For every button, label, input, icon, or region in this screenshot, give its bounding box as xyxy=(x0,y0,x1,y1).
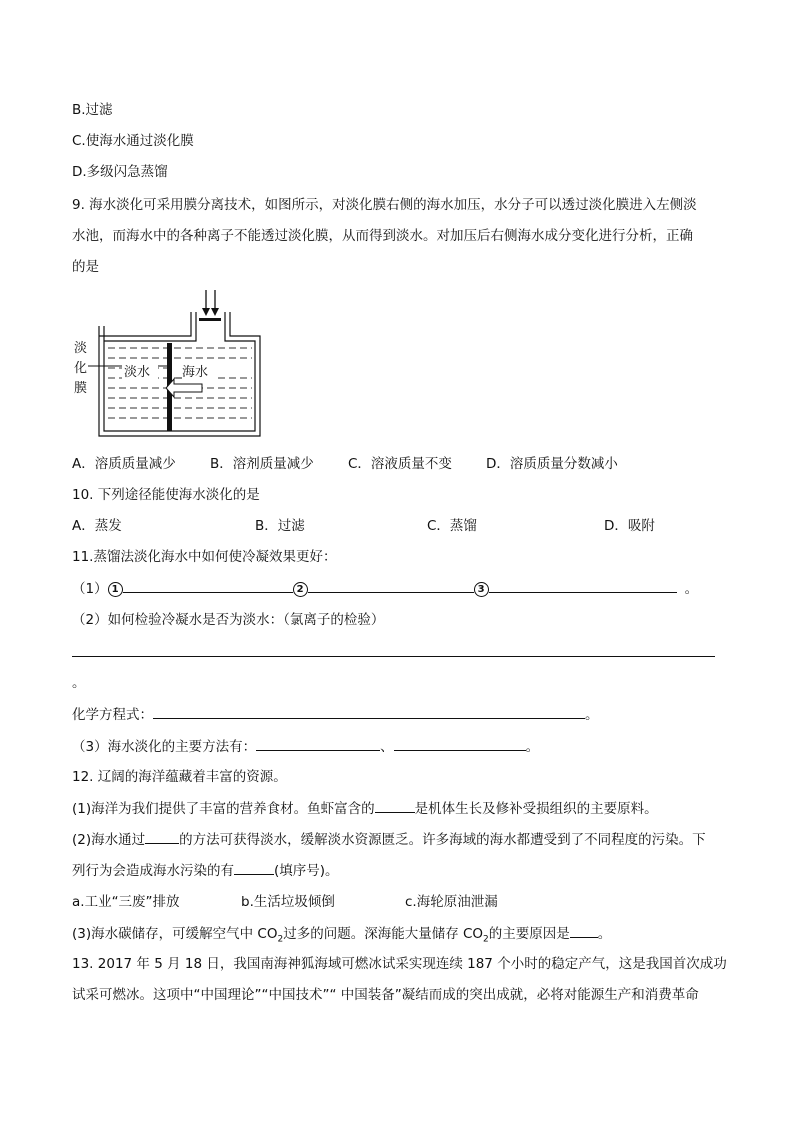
q11-blank-1[interactable] xyxy=(123,578,293,593)
q12-part2-line1 xyxy=(72,829,706,850)
fresh-water-label: 淡水 xyxy=(124,365,151,380)
q12-part3-text-c: 的主要原因是 xyxy=(488,926,570,942)
q11-part3-blank-1[interactable] xyxy=(256,736,380,751)
q10-option-c: C．蒸馏 xyxy=(427,518,477,534)
q12-part2-text-b: 的方法可获得淡水，缓解淡水资源匮乏。许多海域的海水都遭受到了不同程度的污染。下 xyxy=(179,832,706,848)
q13-line2: 试采可燃冰。这项中“中国理论”“中国技术”“ 中国装备”凝结而成的突出成就，必将对能源生产和消费革命 xyxy=(72,987,699,1003)
membrane-label-2: 化 xyxy=(74,361,88,376)
q9-stem-line1: 9. 海水淡化可采用膜分离技术，如图所示，对淡化膜右侧的海水加压，水分子可以透过淡化膜进入左侧淡 xyxy=(72,197,697,213)
q11-part1 xyxy=(72,578,698,599)
q9-option-a: A．溶质质量减少 xyxy=(72,456,176,472)
q12-part1-blank[interactable] xyxy=(375,798,415,813)
q12-part2-line2-text-a: 列行为会造成海水污染的有 xyxy=(72,863,234,879)
q11-stem: 11.蒸馏法淡化海水中如何使冷凝效果更好： xyxy=(72,549,337,565)
membrane-label-1: 淡 xyxy=(74,341,88,356)
q11-part3 xyxy=(72,736,539,757)
q11-part1-end: 。 xyxy=(684,581,699,597)
q8-option-c: C.使海水通过淡化膜 xyxy=(72,133,194,149)
co2-subscript-2: 2 xyxy=(483,934,489,945)
q11-part1-label: （1） xyxy=(72,581,108,597)
q11-equation xyxy=(72,704,599,725)
q11-equation-end: 。 xyxy=(585,707,599,723)
circled-number-3: 3 xyxy=(474,582,489,597)
q9-option-c: C．溶液质量不变 xyxy=(348,456,452,472)
q12-part3 xyxy=(72,923,611,950)
q12-part2-blank-1[interactable] xyxy=(145,829,179,844)
q12-part2-blank-2[interactable] xyxy=(234,860,274,875)
sea-water-label: 海水 xyxy=(182,365,209,380)
co2-subscript-1: 2 xyxy=(277,934,284,945)
q11-part3-end: 。 xyxy=(525,739,540,755)
circled-number-2: 2 xyxy=(293,582,308,597)
q11-blank-2[interactable] xyxy=(308,578,474,593)
q8-option-b: B.过滤 xyxy=(72,102,113,118)
q8-option-d: D.多级闪急蒸馏 xyxy=(72,164,168,180)
q9-option-b: B．溶剂质量减少 xyxy=(210,456,314,472)
q12-part1-text-b: 是机体生长及修补受损组织的主要原料。 xyxy=(414,801,658,817)
q12-part2-line2-text-b: (填序号)。 xyxy=(274,863,339,879)
q12-part1 xyxy=(72,798,658,819)
q11-part2-answer-line[interactable] xyxy=(72,656,715,657)
q11-part2-end: 。 xyxy=(72,675,86,691)
q12-part2-line2 xyxy=(72,860,339,881)
q13-line1: 13. 2017 年 5 月 18 日，我国南海神狐海域可燃冰试采实现连续 187 个小时的稳定产气，这是我国首次成功 xyxy=(72,956,727,972)
circled-number-1: 1 xyxy=(108,582,123,597)
q12-part1-text-a: (1)海洋为我们提供了丰富的营养食材。鱼虾富含的 xyxy=(72,801,375,817)
q10-stem: 10. 下列途径能使海水淡化的是 xyxy=(72,487,260,503)
q11-part3-blank-2[interactable] xyxy=(394,736,526,751)
membrane-label-3: 膜 xyxy=(74,381,88,396)
q10-option-d: D．吸附 xyxy=(604,518,655,534)
q11-part2: （2）如何检验冷凝水是否为淡水：（氯离子的检验） xyxy=(72,612,385,628)
q9-stem-line3: 的是 xyxy=(72,259,99,275)
q9-stem-line2: 水池，而海水中的各种离子不能透过淡化膜，从而得到淡水。对加压后右侧海水成分变化进行分析，正确 xyxy=(72,228,693,244)
q12-part3-text-a: (3)海水碳储存，可缓解空气中 CO xyxy=(72,926,278,942)
q11-part3-label: （3）海水淡化的主要方法有： xyxy=(72,739,257,755)
q11-part3-sep: 、 xyxy=(380,739,394,755)
q11-blank-3[interactable] xyxy=(489,578,677,593)
q11-equation-blank[interactable] xyxy=(153,704,585,719)
q12-part2-text-a: (2)海水通过 xyxy=(72,832,146,848)
q12-part3-blank[interactable] xyxy=(570,923,598,938)
q12-option-c: c.海轮原油泄漏 xyxy=(405,894,498,910)
q12-option-b: b.生活垃圾倾倒 xyxy=(241,894,335,910)
q11-equation-label: 化学方程式： xyxy=(72,707,153,723)
membrane-diagram xyxy=(68,288,268,440)
q10-option-b: B．过滤 xyxy=(255,518,305,534)
q12-option-a: a.工业“三废”排放 xyxy=(72,894,180,910)
q12-part3-text-b: 过多的问题。深海能大量储存 CO xyxy=(283,926,484,942)
q9-option-d: D．溶质质量分数减小 xyxy=(486,456,618,472)
q12-part3-end: 。 xyxy=(597,926,612,942)
q12-stem: 12. 辽阔的海洋蕴藏着丰富的资源。 xyxy=(72,769,287,785)
q10-option-a: A．蒸发 xyxy=(72,518,122,534)
